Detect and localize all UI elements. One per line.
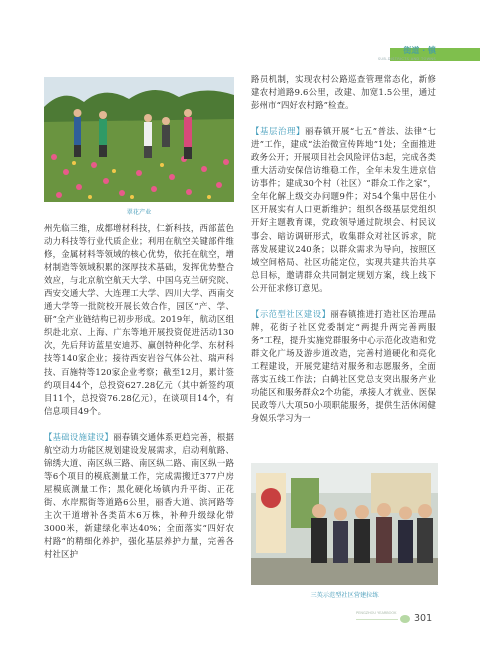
infra-text: 丽春镇交通体系更趋完善，根据航空动力功能区规划建设发展需求，启动利航路、锦绣大道、南区纵三路、南区纵二路、南区纵一路等6个项目的模底测量工作，完成需搬迁377户房屋模底测量工作；黑化硬化场镇内升平街、正花街、水岸熙街等道路6公里，丽香大道、滨河路等主次干道增补各类苗木6万株，补种升级绿化带3000米，新建绿化率达40%；全面落实“四好农村路”的精细化养护，强化基层养护力量，完善各村社区护 (44, 431, 234, 560)
section-subtitle: SUB-DISTRICTS AND TOWNS (377, 57, 436, 61)
footer-divider (356, 619, 398, 620)
footer-journal-line: PENGZHOU YEARBOOK (356, 611, 397, 615)
grassroots-paragraph (251, 125, 436, 295)
right-text-column (251, 73, 436, 425)
left-text-column (44, 222, 234, 561)
infra-paragraph (44, 431, 234, 561)
left-photo-caption: 翠花产业 (126, 209, 152, 216)
section-title: 街道 · 镇 (403, 46, 436, 55)
grassroots-tag: 【基层治理】 (251, 126, 305, 137)
demo-text: 丽春镇推进打造社区治理品牌，花街子社区党委制定“两提升两完善两服务”工程，提升实施党群服务中心示范化改造和党群文化广场及游步道改造，完善村道硬化和亮化工程建设，开展党建结对服务和志愿服务，全面落实五线工作法；白鹤社区党总支突出服务产业功能区和服务群众2个功能，承接人才就业、医保民政等八大项50小项职能服务，提供生活休闲健身娱乐学习为一 (251, 308, 436, 424)
right-photo-caption: 三英示范型社区营建拉练 (310, 592, 379, 599)
page-number: 301 (414, 613, 433, 624)
infra-tag: 【基础设施建设】 (44, 431, 114, 442)
right-paragraph-1: 路员机制，实现农村公路巡查管理常态化，新修建农村道路9.6公里，改建、加宽1.5公里，通过彭州市“四好农村路”检查。 (251, 74, 436, 111)
footer-leaf-icon (400, 615, 410, 623)
photo-flower-industry (44, 77, 234, 202)
photo-community-visit (251, 463, 438, 585)
left-paragraph-1: 州先临三维，成都增材科技，仁新科技，西部蓝色动力科技等行业代质企业；利用在航空关键部件维修，金属材料等领域的核心优势，依托在航空，增材制造等领域积累的深厚技术基础，发挥优势整合效应，与北京航空航天大学、中国乌克兰研究院、西安交通大学、大连理工大学、四川大学、西南交通大学等一批院校开展长效合作，园区“产、学、研”全产业链结构已初步形成。2019年，航动区组织赴北京、上海、广东等地开展投资促进活动130次，先后拜访蓝星安迪苏、赢创特种化学、东材科技等140家企业；接待西安岩谷气体公社、瑞声科技、百施特等120家企业考察；截至12月，累计签约项目44个，总投资627.28亿元（其中新签约项目11个，总投资76.28亿元），在谈项目14个，有信息项目49个。 (44, 223, 234, 416)
grassroots-text: 丽春镇开展“七五”普法、法律“七进”工作，建成“法治微宣传阵地”1处；全面推进政务公开；开展项目社会风险评估3起，完成各类重大活动安保信访维稳工作，全年未发生进京信访事件；建成30个村（社区）“群众工作之家”，全年化解上级交办问题9件；对54个集中居住小区开展实有人口更新维护；组织各级基层党组织开好主题教育课，党政领导通过院坝会、村民议事会、暗访调研形式，收集群众对社区诉求，院落发展建议240条；以群众需求为导向，按照区域空间格局、社区功能定位，实现共建共治共享总目标，邀请群众共同制定规划方案，线上线下公开征求修订意见。 (251, 126, 436, 293)
demo-paragraph (251, 308, 436, 425)
demo-tag: 【示范型社区建设】 (251, 308, 331, 319)
